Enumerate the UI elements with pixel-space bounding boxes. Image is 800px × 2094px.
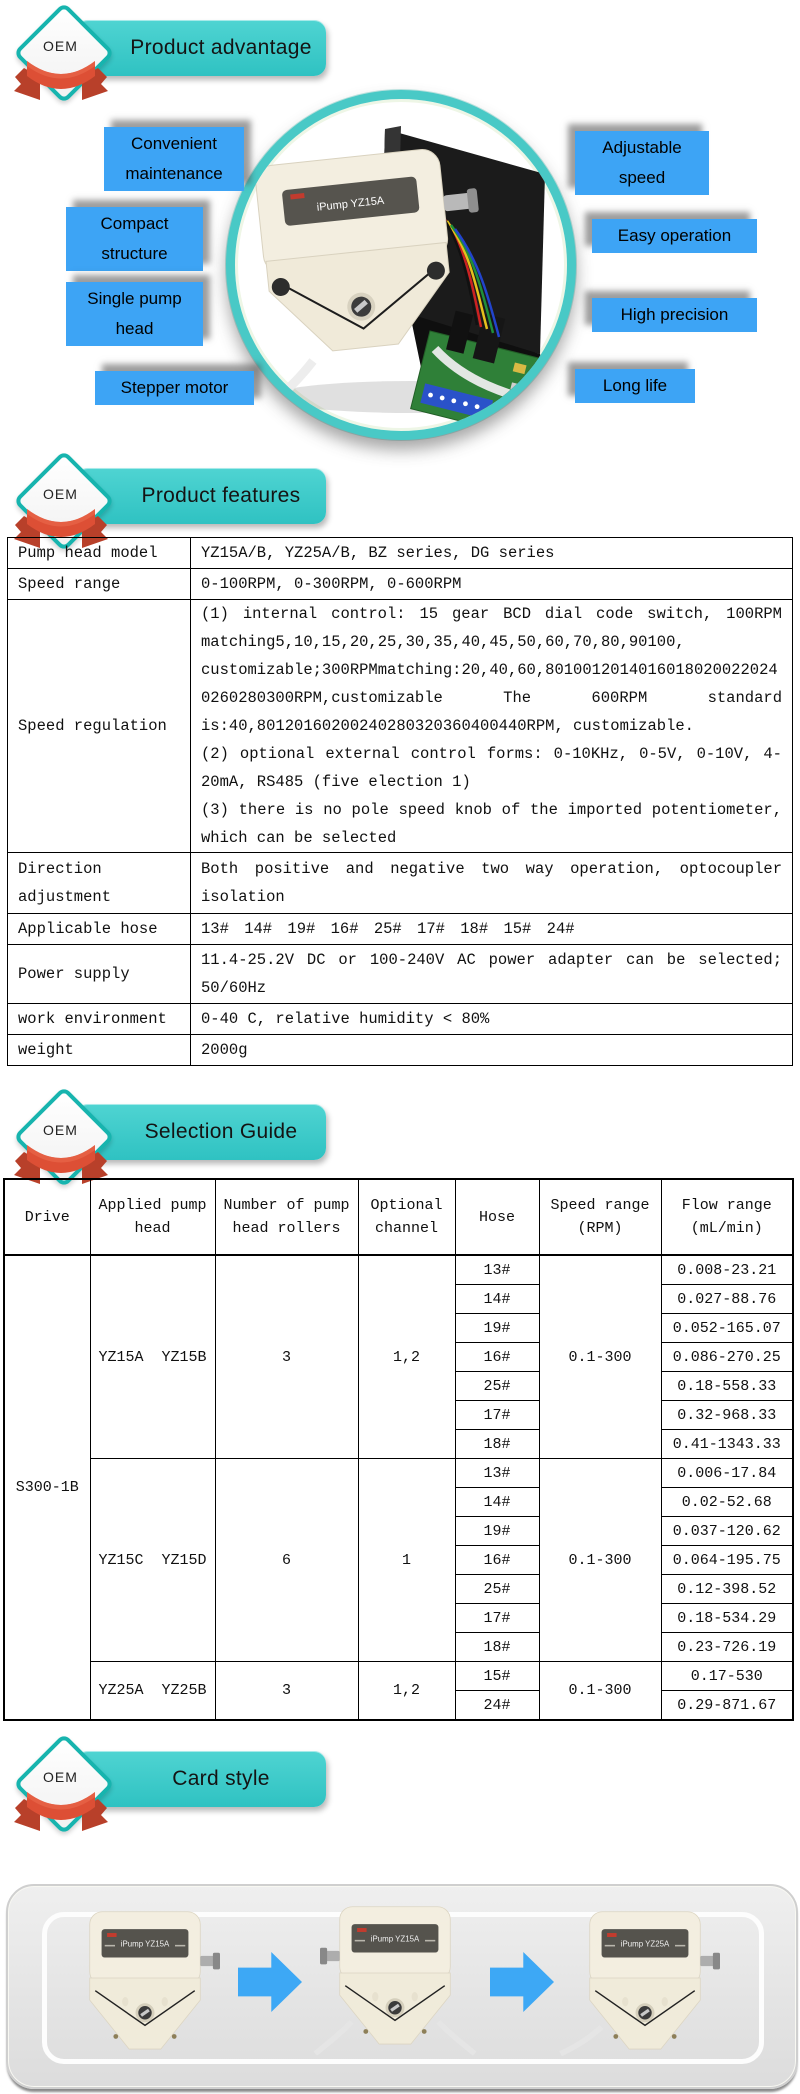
pump-card-label: iPump YZ15A xyxy=(370,1934,420,1944)
pump-card-label: iPump YZ25A xyxy=(620,1939,670,1949)
hero-pump-label: iPump YZ15A xyxy=(316,194,385,214)
table-row xyxy=(8,945,793,1004)
rollers-cell: 6 xyxy=(215,1459,358,1662)
hose-cell: 25# xyxy=(455,1575,539,1604)
feature-label: Applicable hose xyxy=(8,914,191,945)
ribbon-icon xyxy=(14,1791,108,1833)
product-photo xyxy=(226,90,576,440)
feature-value: Both positive and negative two way operation, optocoupler isolation xyxy=(191,853,793,914)
table-row xyxy=(8,1004,793,1035)
feature-label: weight xyxy=(8,1035,191,1066)
table-row xyxy=(4,1255,793,1285)
table-row xyxy=(8,914,793,945)
speed-cell: 0.1-300 xyxy=(539,1459,661,1662)
hose-cell: 14# xyxy=(455,1488,539,1517)
drive-cell: S300-1B xyxy=(4,1255,90,1720)
flow-cell: 0.23-726.19 xyxy=(661,1633,793,1662)
speed-cell: 0.1-300 xyxy=(539,1255,661,1459)
channel-cell: 1 xyxy=(358,1459,455,1662)
feature-label: Direction adjustment xyxy=(8,853,191,914)
pump-card-2 xyxy=(320,1900,470,2065)
advantage-label: Stepper motor xyxy=(95,371,254,405)
flow-cell: 0.008-23.21 xyxy=(661,1255,793,1285)
table-row xyxy=(8,569,793,600)
flow-cell: 0.41-1343.33 xyxy=(661,1430,793,1459)
hose-cell: 16# xyxy=(455,1343,539,1372)
advantage-label: Single pump head xyxy=(66,282,203,346)
feature-label: Speed regulation xyxy=(8,600,191,853)
hose-cell: 18# xyxy=(455,1633,539,1662)
pump-illustration xyxy=(570,1905,720,2070)
pump-illustration xyxy=(70,1905,220,2070)
flow-cell: 0.18-534.29 xyxy=(661,1604,793,1633)
feature-paragraph: (3) there is no pole speed knob of the imported potentiometer, which can be selected xyxy=(201,801,782,847)
flow-cell: 0.064-195.75 xyxy=(661,1546,793,1575)
feature-label: work environment xyxy=(8,1004,191,1035)
advantage-label: Convenient maintenance xyxy=(104,127,244,191)
oem-badge-label: OEM xyxy=(43,486,78,502)
pump-head-cell: YZ15C YZ15D xyxy=(90,1459,215,1662)
channel-cell: 1,2 xyxy=(358,1255,455,1459)
oem-badge-label: OEM xyxy=(43,38,78,54)
feature-value xyxy=(191,600,793,853)
hose-cell: 13# xyxy=(455,1459,539,1488)
oem-badge-label: OEM xyxy=(43,1122,78,1138)
pump-card-label: iPump YZ15A xyxy=(120,1939,170,1949)
flow-cell: 0.17-530 xyxy=(661,1662,793,1691)
oem-badge xyxy=(8,1733,118,1845)
feature-value: 0-100RPM, 0-300RPM, 0-600RPM xyxy=(191,569,793,600)
rollers-cell: 3 xyxy=(215,1255,358,1459)
table-row xyxy=(4,1459,793,1488)
column-header: Hose xyxy=(455,1179,539,1255)
pump-drive-illustration xyxy=(235,99,567,431)
pump-head-cell: YZ25A YZ25B xyxy=(90,1662,215,1721)
feature-label: Power supply xyxy=(8,945,191,1004)
hose-cell: 19# xyxy=(455,1517,539,1546)
section-title: Selection Guide xyxy=(144,1120,298,1143)
selection-table xyxy=(3,1178,794,1721)
section-title: Card style xyxy=(172,1767,270,1790)
pump-head-cell: YZ15A YZ15B xyxy=(90,1255,215,1459)
flow-cell: 0.29-871.67 xyxy=(661,1691,793,1721)
hose-cell: 15# xyxy=(455,1662,539,1691)
advantage-label: Long life xyxy=(575,369,695,403)
hose-cell: 16# xyxy=(455,1546,539,1575)
column-header: Optional channel xyxy=(358,1179,455,1255)
advantage-label: Adjustable speed xyxy=(575,131,709,195)
column-header: Number of pump head rollers xyxy=(215,1179,358,1255)
feature-value: YZ15A/B, YZ25A/B, BZ series, DG series xyxy=(191,538,793,569)
feature-paragraph: (1) internal control: 15 gear BCD dial code switch, 100RPM matching5,10,15,20,25,30,35,40,45,50,60,70,80,90100, customizable;300RPMmatching:20,40,60,80100120140160180200220240260280300RPM,customizable The 600RPM standard is:40,80120160200240280320360400440RPM, customizable. xyxy=(201,605,782,735)
flow-cell: 0.18-558.33 xyxy=(661,1372,793,1401)
flow-cell: 0.037-120.62 xyxy=(661,1517,793,1546)
table-row xyxy=(8,538,793,569)
features-table xyxy=(7,537,793,1066)
rollers-cell: 3 xyxy=(215,1662,358,1721)
flow-cell: 0.02-52.68 xyxy=(661,1488,793,1517)
hose-cell: 17# xyxy=(455,1401,539,1430)
oem-badge xyxy=(8,2,118,114)
speed-cell: 0.1-300 xyxy=(539,1662,661,1721)
flow-cell: 0.027-88.76 xyxy=(661,1285,793,1314)
section-title: Product features xyxy=(141,484,301,507)
feature-value: 13# 14# 19# 16# 25# 17# 18# 15# 24# xyxy=(191,914,793,945)
hose-cell: 19# xyxy=(455,1314,539,1343)
table-header-row xyxy=(4,1179,793,1255)
hose-cell: 24# xyxy=(455,1691,539,1721)
feature-label: Speed range xyxy=(8,569,191,600)
table-row xyxy=(8,600,793,853)
column-header: Speed range (RPM) xyxy=(539,1179,661,1255)
table-row xyxy=(4,1662,793,1691)
hose-cell: 17# xyxy=(455,1604,539,1633)
flow-cell: 0.006-17.84 xyxy=(661,1459,793,1488)
flow-cell: 0.32-968.33 xyxy=(661,1401,793,1430)
flow-cell: 0.086-270.25 xyxy=(661,1343,793,1372)
hose-cell: 25# xyxy=(455,1372,539,1401)
pump-card-3 xyxy=(570,1905,720,2070)
column-header: Drive xyxy=(4,1179,90,1255)
section-header-card xyxy=(8,1733,353,1848)
hose-cell: 13# xyxy=(455,1255,539,1285)
hose-cell: 18# xyxy=(455,1430,539,1459)
advantage-label: High precision xyxy=(592,298,757,332)
pump-card-1 xyxy=(70,1905,220,2070)
pump-illustration xyxy=(320,1900,470,2065)
hose-cell: 14# xyxy=(455,1285,539,1314)
feature-value: 0-40 C, relative humidity < 80% xyxy=(191,1004,793,1035)
advantage-label: Easy operation xyxy=(592,219,757,253)
section-header-advantage xyxy=(8,2,353,117)
flow-cell: 0.052-165.07 xyxy=(661,1314,793,1343)
section-title: Product advantage xyxy=(130,36,312,59)
table-row xyxy=(8,853,793,914)
feature-value: 11.4-25.2V DC or 100-240V AC power adapter can be selected; 50/60Hz xyxy=(191,945,793,1004)
advantage-label: Compact structure xyxy=(66,207,203,271)
channel-cell: 1,2 xyxy=(358,1662,455,1721)
column-header: Applied pump head xyxy=(90,1179,215,1255)
oem-badge-label: OEM xyxy=(43,1769,78,1785)
feature-value: 2000g xyxy=(191,1035,793,1066)
ribbon-icon xyxy=(14,60,108,102)
feature-label: Pump head model xyxy=(8,538,191,569)
column-header: Flow range (mL/min) xyxy=(661,1179,793,1255)
feature-paragraph: (2) optional external control forms: 0-10KHz, 0-5V, 0-10V, 4-20mA, RS485 (five election 1) xyxy=(201,745,782,791)
flow-cell: 0.12-398.52 xyxy=(661,1575,793,1604)
table-row xyxy=(8,1035,793,1066)
